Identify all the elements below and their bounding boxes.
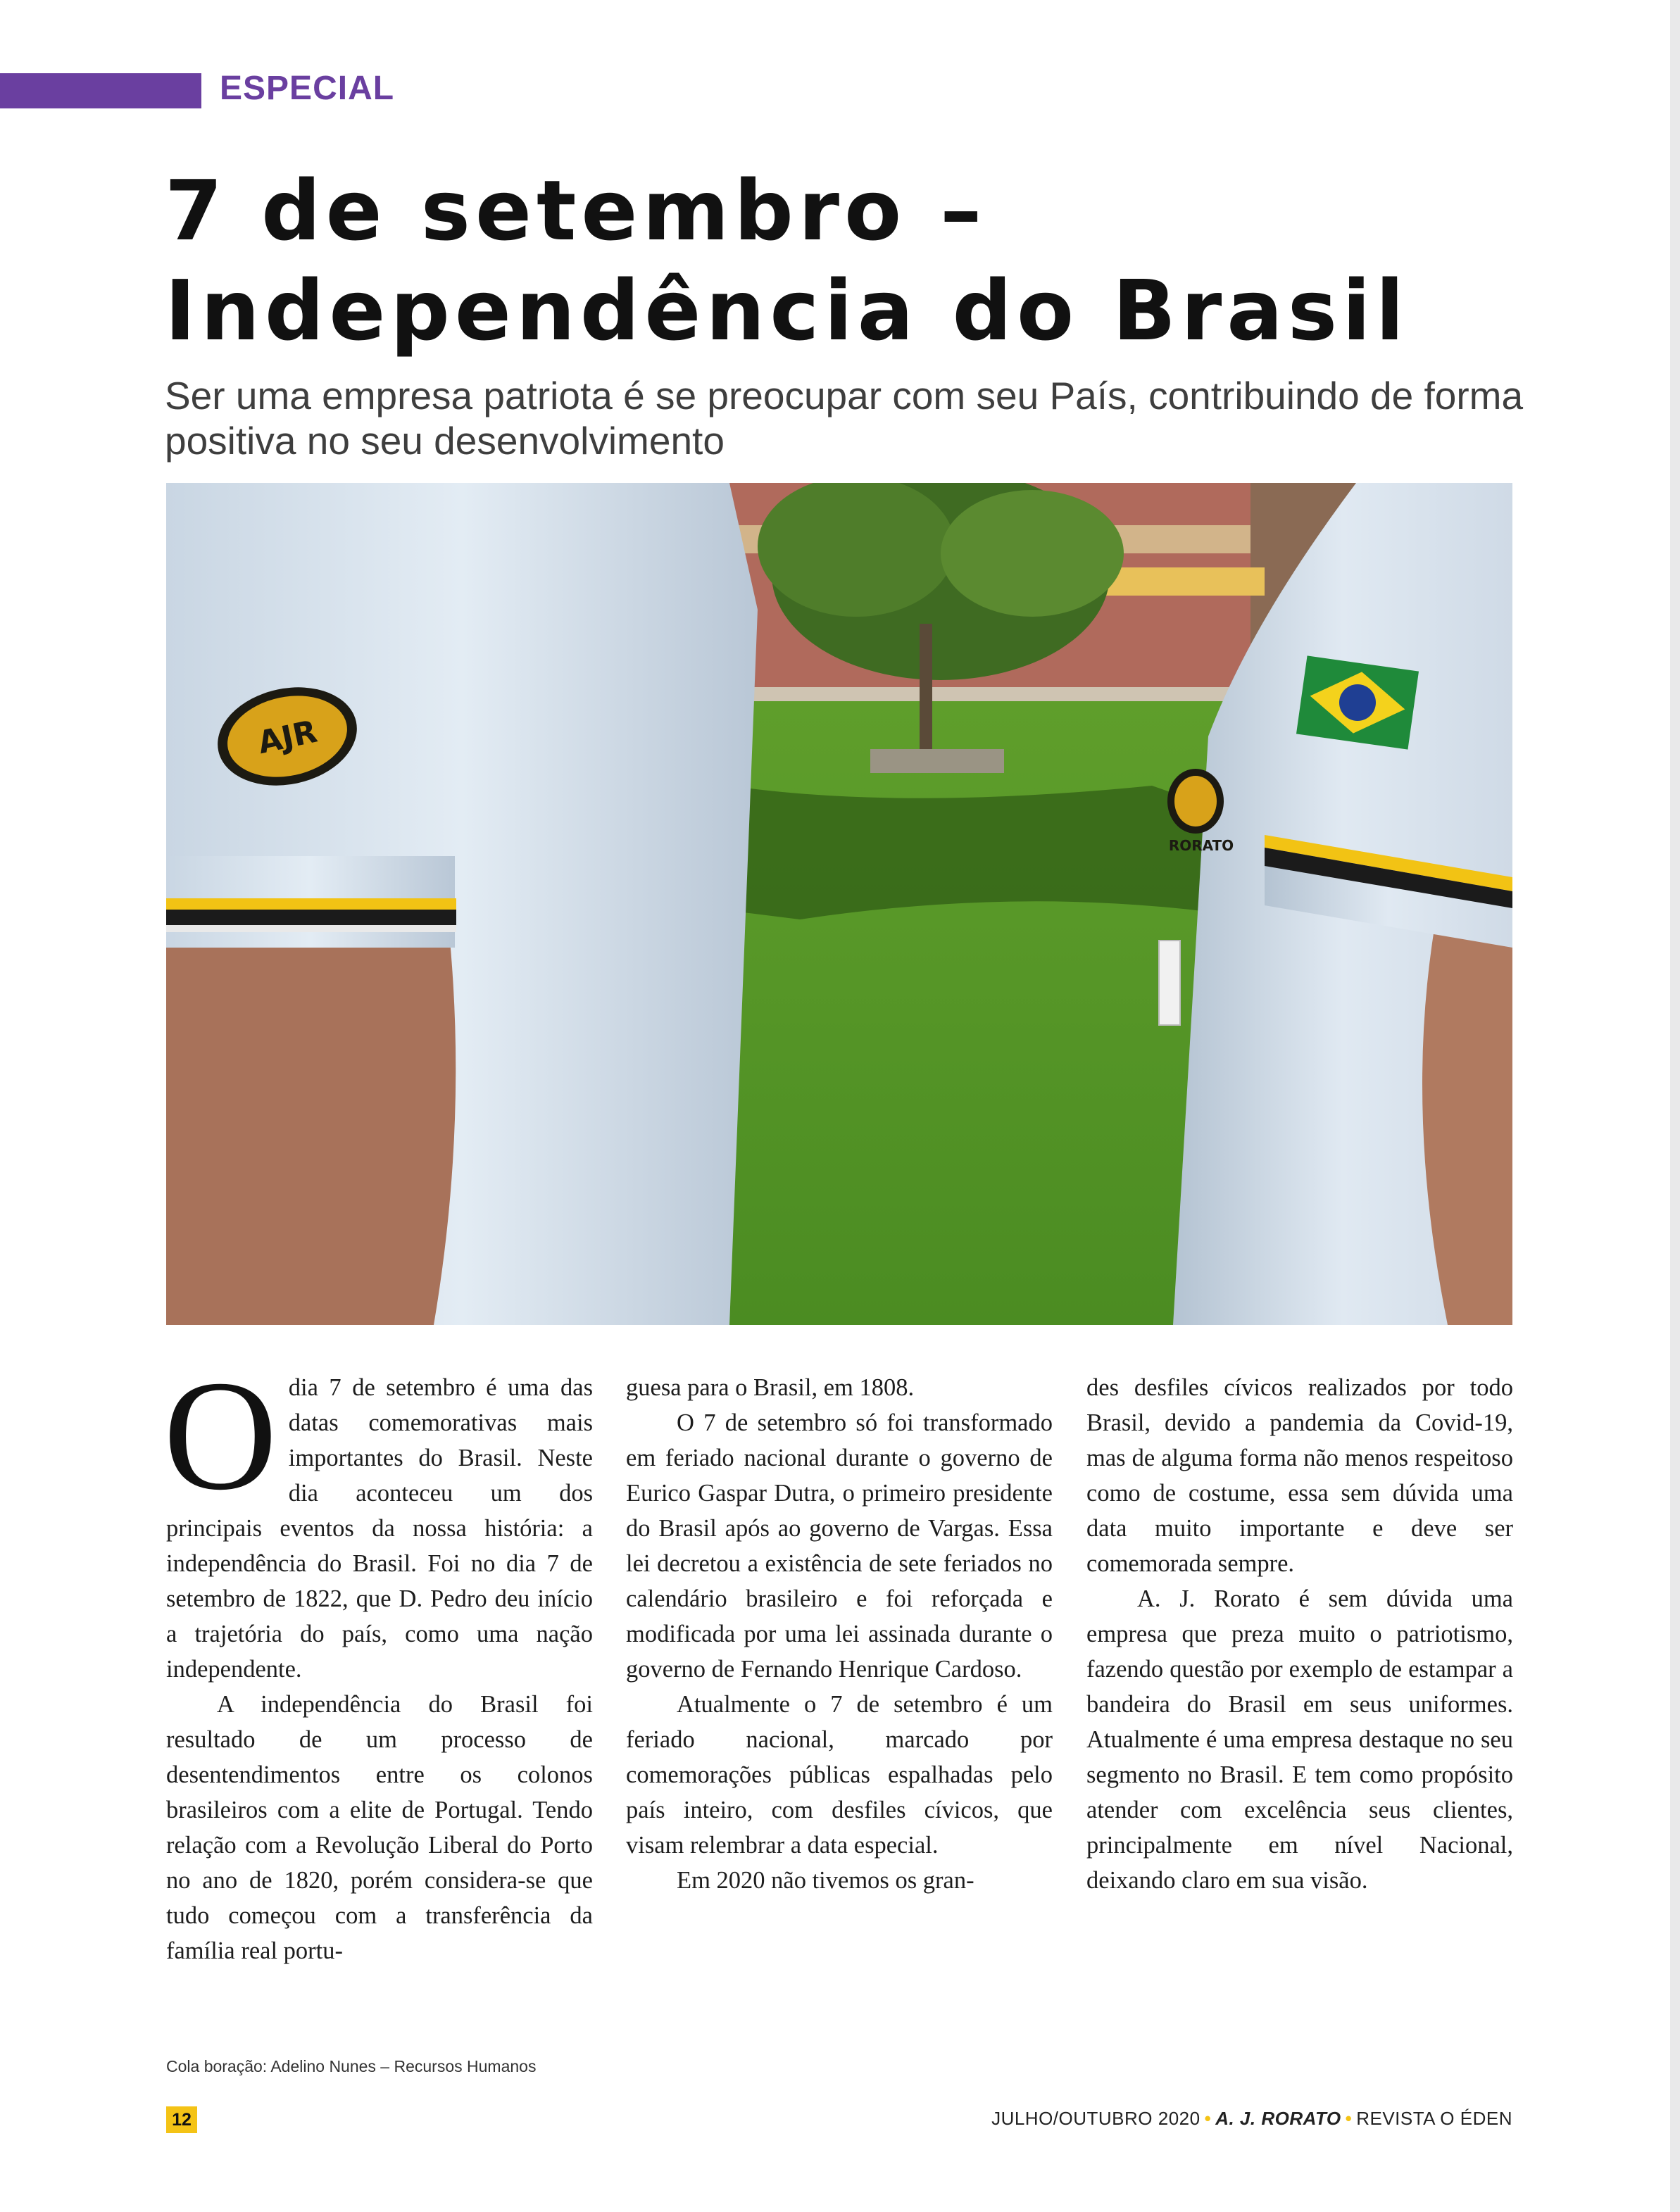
paragraph-text: dia 7 de setembro é uma das datas comemorativas mais importantes do Brasil. Neste dia aconteceu um dos principais eventos da nossa história: a independência do Brasil. Foi no dia 7 de setembro de 1822, que D. Pedro deu início a trajetória do país, como uma nação independente.: [166, 1374, 593, 1683]
article-column-2: [626, 1370, 1053, 1898]
headline-line-2: Independência do Brasil: [165, 262, 1410, 359]
drop-cap: O: [163, 1348, 277, 1523]
page-footer: [991, 2108, 1512, 2130]
footer-issue: JULHO/OUTUBRO 2020: [991, 2108, 1201, 2129]
footer-separator: •: [1204, 2108, 1212, 2129]
article-photo: [166, 483, 1512, 1325]
section-label: ESPECIAL: [220, 70, 395, 107]
paragraph: O 7 de setembro só foi transformado em feriado nacional durante o governo de Eurico Gaspar Dutra, o primeiro presidente do Brasil após ao governo de Vargas. Essa lei decretou a existência de sete feriados no calendário brasileiro e foi reforçada e modificada por uma lei assinada durante o governo de Fernando Henrique Cardoso.: [626, 1409, 1053, 1683]
paragraph: Em 2020 não tivemos os gran-: [677, 1867, 974, 1894]
right-badge-text: RORATO: [1168, 837, 1234, 854]
paragraph: Atualmente o 7 de setembro é um feriado nacional, marcado por comemorações públicas espalhadas pelo país inteiro, com desfiles cívicos, que visam relembrar a data especial.: [626, 1691, 1053, 1859]
footer-brand: A. J. RORATO: [1215, 2108, 1341, 2129]
article-column-3: [1086, 1370, 1513, 1898]
headline-line-1: 7 de setembro –: [165, 162, 987, 259]
left-logo-text: AJR: [254, 713, 320, 762]
article-column-1: [163, 1348, 593, 1968]
footer-magazine: REVISTA O ÉDEN: [1356, 2108, 1512, 2129]
paragraph: [163, 1348, 593, 1687]
photo-credit: Cola boração: Adelino Nunes – Recursos Humanos: [166, 2057, 537, 2075]
page-edge: [1670, 0, 1680, 2212]
paragraph: A. J. Rorato é sem dúvida uma empresa que preza muito o patriotismo, fazendo questão por exemplo de estampar a bandeira do Brasil em seus uniformes. Atualmente é uma empresa destaque no seu segmento no Brasil. E tem como propósito atender com excelência seus clientes, principalmente em nível Nacional, deixando claro em sua visão.: [1086, 1585, 1513, 1894]
headline: [165, 161, 1573, 360]
subtitle: Ser uma empresa patriota é se preocupar com seu País, contribuindo de forma positiva no seu desenvolvimento: [165, 374, 1524, 463]
paragraph: guesa para o Brasil, em 1808.: [626, 1374, 915, 1401]
page-number: 12: [166, 2106, 197, 2133]
paragraph: des desfiles cívicos realizados por todo Brasil, devido a pandemia da Covid-19, mas de alguma forma não menos respeitoso como de costume, essa sem dúvida uma data muito importante e deve ser comemorada sempre.: [1086, 1374, 1513, 1577]
footer-separator: •: [1345, 2108, 1353, 2129]
paragraph: A independência do Brasil foi resultado de um processo de desentendimentos entre os colonos brasileiros com a elite de Portugal. Tendo relação com a Revolução Liberal do Porto no ano de 1820, porém considera-se que tudo começou com a transferência da família real portu-: [166, 1691, 593, 1964]
section-bar: [0, 73, 201, 108]
